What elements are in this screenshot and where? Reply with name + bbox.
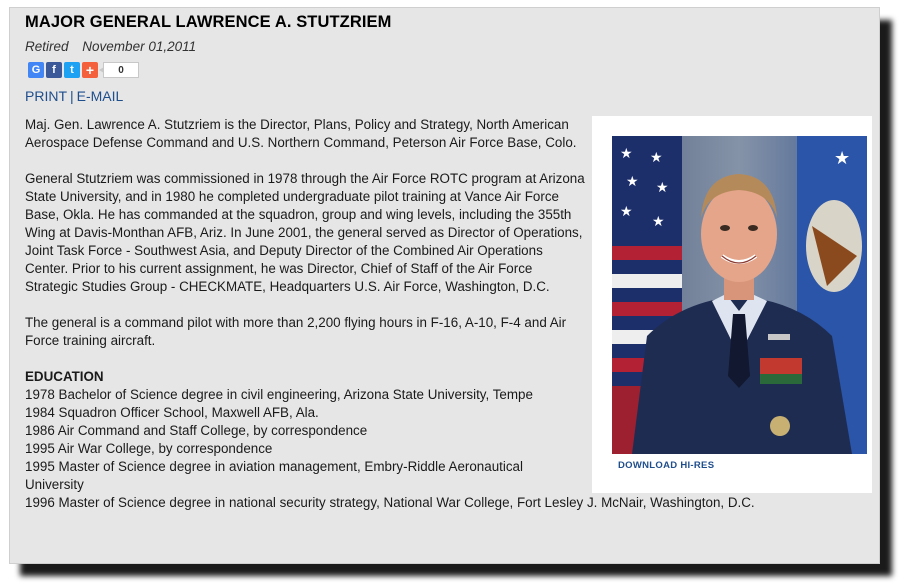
- link-separator: |: [70, 88, 74, 104]
- education-item: 1995 Air War College, by correspondence: [25, 441, 273, 456]
- share-count: 0: [103, 62, 139, 78]
- education-item: 1996 Master of Science degree in national security strategy, National War College, Fort Lesley J. McNair, Washington, D.C.: [25, 495, 755, 510]
- bio-paragraph-1: Maj. Gen. Lawrence A. Stutzriem is the Director, Plans, Policy and Strategy, North American Aerospace Defense Command and U.S. Northern Command, Peterson Air Force Base, Colo.: [25, 117, 577, 150]
- google-share-icon[interactable]: G: [28, 62, 44, 78]
- svg-text:★: ★: [620, 145, 633, 161]
- facebook-share-icon[interactable]: f: [46, 62, 62, 78]
- bio-paragraph-3: The general is a command pilot with more than 2,200 flying hours in F-16, A-10, F-4 and Air Force training aircraft.: [25, 315, 567, 348]
- status-line: [25, 39, 196, 54]
- biography-panel: [9, 7, 880, 564]
- action-links: [25, 88, 123, 104]
- svg-text:★: ★: [652, 213, 665, 229]
- status-text: Retired: [25, 39, 69, 54]
- twitter-share-icon[interactable]: t: [64, 62, 80, 78]
- svg-text:★: ★: [834, 148, 851, 168]
- share-bar: [28, 62, 139, 78]
- print-link[interactable]: PRINT: [25, 88, 67, 104]
- page-title: MAJOR GENERAL LAWRENCE A. STUTZRIEM: [25, 13, 392, 31]
- education-heading: EDUCATION: [25, 369, 104, 384]
- education-item: 1995 Master of Science degree in aviation management, Embry-Riddle Aeronautical University: [25, 459, 523, 492]
- plus-share-icon[interactable]: +: [82, 62, 98, 78]
- download-hi-res-link[interactable]: DOWNLOAD HI-RES: [618, 460, 715, 471]
- education-item: 1978 Bachelor of Science degree in civil engineering, Arizona State University, Tempe: [25, 387, 533, 402]
- svg-text:★: ★: [626, 173, 639, 189]
- status-date: November 01,2011: [82, 39, 197, 54]
- bio-paragraph-2: General Stutzriem was commissioned in 1978 through the Air Force ROTC program at Arizona State University, and in 1980 he completed undergraduate pilot training at Vance Air Force Base, Okla. He has commanded at the squadron, group and wing levels, including the 355th Wing at Davis-Monthan AFB, Ariz. In June 2001, the general served as Director of Operations, Joint Task Force - Southwest Asia, and Deputy Director of the Combined Air Operations Center. Prior to his current assignment, he was Director, Chief of Staff of the Air Force Strategic Studies Group - CHECKMATE, Headquarters U.S. Air Force, Washington, D.C.: [25, 171, 585, 294]
- education-item: 1984 Squadron Officer School, Maxwell AFB, Ala.: [25, 405, 319, 420]
- svg-text:★: ★: [620, 203, 633, 219]
- svg-text:★: ★: [656, 179, 669, 195]
- education-item: 1986 Air Command and Staff College, by correspondence: [25, 423, 368, 438]
- photo-box: [592, 116, 872, 493]
- portrait-image: [612, 136, 867, 454]
- email-link[interactable]: E-MAIL: [76, 88, 124, 104]
- official-portrait[interactable]: [612, 136, 867, 454]
- svg-text:★: ★: [650, 149, 663, 165]
